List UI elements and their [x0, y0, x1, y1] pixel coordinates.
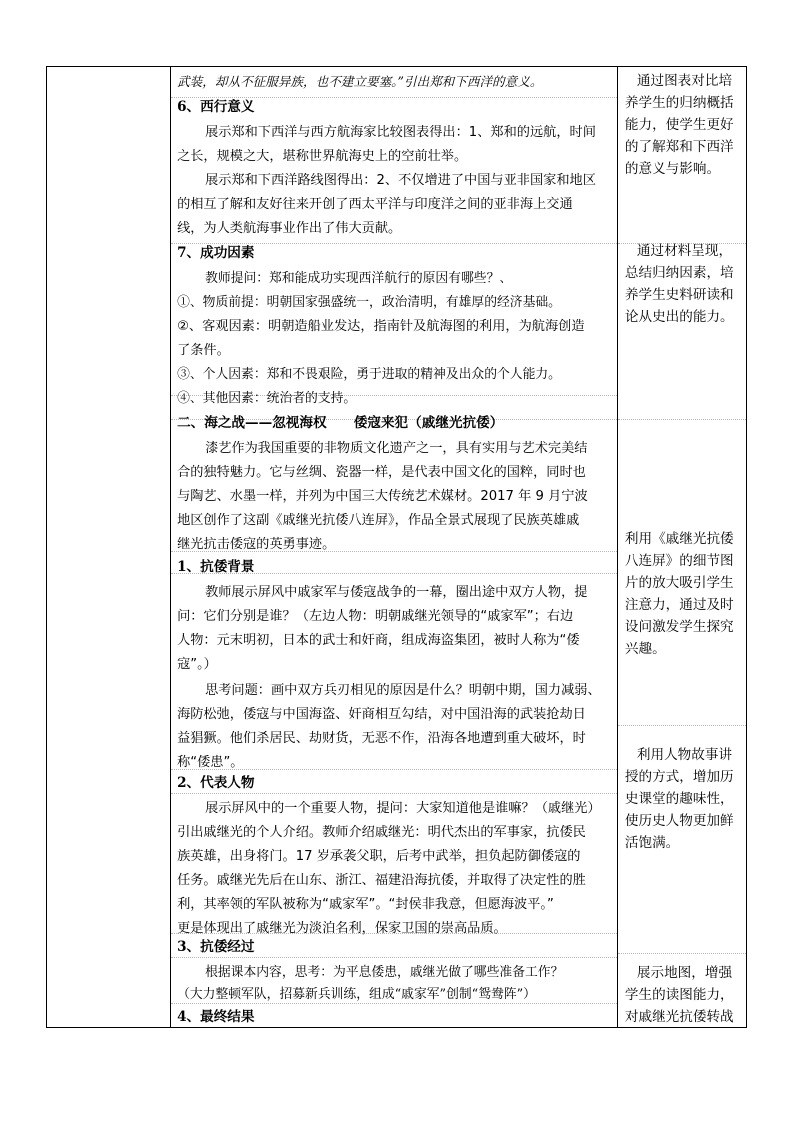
note-line: 授的方式，增加历: [624, 769, 734, 785]
note-line: 史课堂的趣味性，: [624, 791, 734, 807]
text-line: 展示郑和下西洋路线图得出：2、不仅增进了中国与亚非国家和地区: [205, 173, 596, 188]
note-line: 论从史出的能力。: [624, 309, 734, 325]
note-line: 利用《戚继光抗倭: [624, 531, 734, 547]
text-line: ③、个人因素：郑和不畏艰险，勇于进取的精神及出众的个人能力。: [177, 367, 561, 382]
note-line: 对戚继光抗倭转战: [624, 1009, 734, 1025]
text-line: 武装，却从不征服异族，也不建立要塞。”引出郑和下西洋的意义。: [177, 74, 543, 89]
stage-column: [47, 67, 171, 1028]
text-line: 问：它们分别是谁？（左边人物：明朝戚继光领导的“戚家军”；右边: [177, 609, 574, 624]
text-line: 展示屏风中的一个重要人物，提问：大家知道他是谁嘛？（戚继光）: [205, 801, 601, 816]
text-line: 合的独特魅力。它与丝绸、瓷器一样，是代表中国文化的国粹，同时也: [177, 465, 586, 480]
text-line: 教师提问：郑和能成功实现西洋航行的原因有哪些？、: [205, 271, 513, 286]
text-line: 引出戚继光的个人介绍。教师介绍戚继光：明代杰出的军事家，抗倭民: [177, 825, 586, 840]
text-line: ②、客观因素：明朝造船业发达，指南针及航海图的利用，为航海创造: [177, 319, 585, 334]
text-line: 人物：元末明初，日本的武士和奸商，组成海盗集团，被时人称为“倭: [177, 633, 580, 648]
note-line: 养学生的归纳概括: [624, 95, 734, 111]
text-line: 的相互了解和友好往来开创了西太平洋与印度洋之间的亚非海上交通: [177, 197, 573, 212]
text-line: 益猖獗。他们杀居民、劫财货，无恶不作，沿海各地遭到重大破坏，时: [177, 731, 586, 746]
text-line: 根据课本内容，思考：为平息倭患，戚继光做了哪些准备工作？: [205, 965, 564, 980]
text-line: 更是体现出了戚继光为淡泊名利，保家卫国的崇高品质。: [177, 921, 507, 936]
text-line: 利，其率领的军队被称为“戚家军”。“封侯非我意，但愿海波平。”: [177, 897, 554, 912]
text-line: 称“倭患”。: [177, 755, 244, 770]
text-line: 地区创作了这副《戚继光抗倭八连屏》，作品全景式展现了民族英雄戚: [177, 513, 580, 528]
text-line: 之长，规模之大，堪称世界航海史上的空前壮举。: [177, 149, 468, 164]
text-line: 展示郑和下西洋与西方航海家比较图表得出：1、郑和的远航，时间: [205, 125, 596, 140]
section-heading: 二、海之战——忽视海权 倭寇来犯（戚继光抗倭）: [177, 415, 504, 431]
design-intent-column: [617, 67, 746, 1028]
text-line: 漆艺作为我国重要的非物质文化遗产之一，具有实用与艺术完美结: [205, 441, 588, 456]
note-line: 注意力，通过及时: [624, 597, 734, 613]
note-line: 使历史人物更加鲜: [624, 813, 734, 829]
text-line: 海防松弛，倭寇与中国海盗、奸商相互勾结，对中国沿海的武装抢劫日: [177, 707, 586, 722]
section-heading: 4、最终结果: [177, 1009, 255, 1025]
text-line: 与陶艺、水墨一样，并列为中国三大传统艺术媒材。2017 年 9 月宁波: [177, 489, 588, 504]
note-line: 八连屏》的细节图: [624, 553, 734, 569]
note-line: 总结归纳因素，培: [624, 265, 734, 281]
note-line: 展示地图，增强: [636, 965, 733, 981]
text-line: 教师展示屏风中戚家军与倭寇战争的一幕，圈出途中双方人物，提: [205, 585, 588, 600]
text-line: 线，为人类航海事业作出了伟大贡献。: [177, 221, 402, 236]
note-line: 通过材料呈现，: [636, 243, 733, 259]
note-line: 片的放大吸引学生: [624, 575, 734, 591]
section-heading: 3、抗倭经过: [177, 939, 255, 955]
text-line: 寇”。）: [177, 657, 217, 672]
section-heading: 7、成功因素: [177, 245, 255, 261]
content-column: [171, 67, 618, 1028]
note-line: 的意义与影响。: [624, 161, 721, 177]
note-line: 利用人物故事讲: [636, 747, 733, 763]
section-heading: 1、抗倭背景: [177, 559, 255, 575]
text-line: 族英雄，出身将门。17 岁承袭父职，后考中武举，担负起防御倭寇的: [177, 849, 581, 864]
text-line: （大力整顿军队，招募新兵训练，组成“戚家军”创制“鸳鸯阵”）: [177, 987, 536, 1002]
section-heading: 6、西行意义: [177, 99, 255, 115]
note-line: 活饱满。: [624, 835, 680, 851]
text-line: 了条件。: [177, 343, 230, 358]
note-line: 的了解郑和下西洋: [624, 139, 734, 155]
note-line: 兴趣。: [624, 641, 666, 657]
text-line: ④、其他因素：统治者的支持。: [177, 391, 357, 406]
note-line: 养学生史料研读和: [624, 287, 734, 303]
note-line: 设问激发学生探究: [624, 619, 734, 635]
note-line: 通过图表对比培: [636, 73, 733, 89]
note-line: 能力，使学生更好: [624, 117, 734, 133]
note-line: 学生的读图能力，: [624, 987, 734, 1003]
text-line: 任务。戚继光先后在山东、浙江、福建沿海抗倭，并取得了决定性的胜: [177, 873, 586, 888]
text-line: ①、物质前提：明朝国家强盛统一，政治清明，有雄厚的经济基础。: [177, 295, 561, 310]
text-line: 继光抗击倭寇的英勇事迹。: [177, 537, 336, 552]
table-row: [47, 67, 747, 1028]
text-line: 思考问题：画中双方兵刃相见的原因是什么？明朝中期，国力减弱、: [205, 683, 601, 698]
lesson-plan-table: [46, 66, 747, 1028]
section-heading: 2、代表人物: [177, 775, 255, 791]
